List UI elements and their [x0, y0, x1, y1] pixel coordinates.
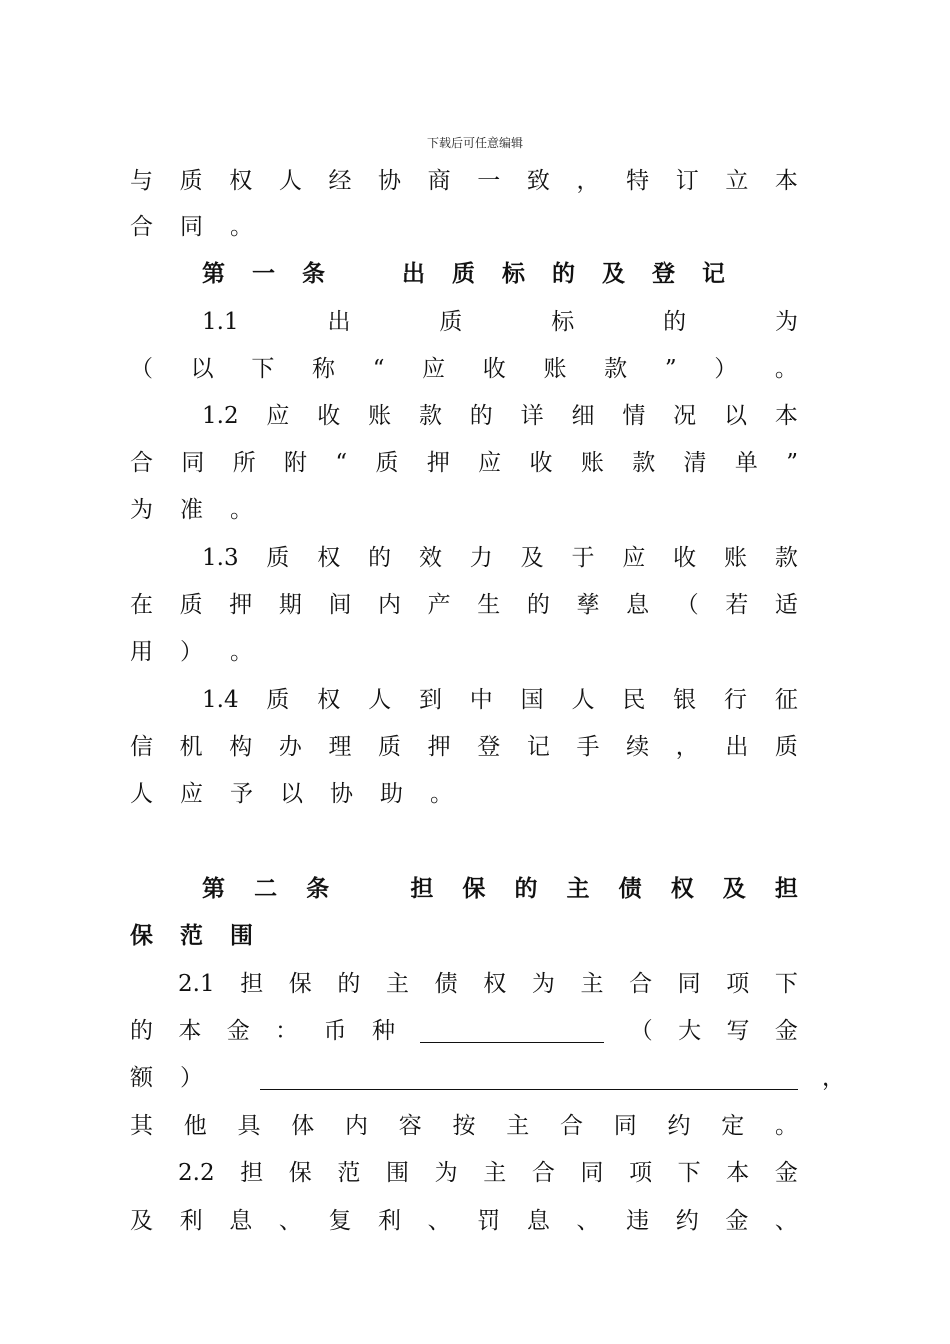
text-char: 权: [317, 545, 341, 571]
text-char: 标: [551, 309, 575, 335]
text-char: 担: [774, 875, 798, 902]
text-char: 范: [180, 922, 203, 949]
text-char: 手: [576, 734, 600, 760]
text-char: 为: [130, 497, 153, 523]
text-char: 。: [774, 356, 798, 382]
text-char: 标: [502, 260, 525, 287]
text-char: 约: [667, 1113, 691, 1139]
text-char: 围: [230, 922, 253, 949]
text-char: 在: [130, 592, 153, 618]
text-char: 主: [580, 971, 604, 997]
text-char: 附: [284, 450, 308, 476]
text-char: 应: [266, 403, 290, 429]
text-line: [202, 400, 798, 432]
text-char: （: [130, 356, 153, 382]
text-char: 一: [252, 260, 275, 287]
text-char: 记: [526, 734, 550, 760]
text-char: 合: [531, 1160, 555, 1186]
text-char: 本: [726, 1160, 750, 1186]
text-char: 保: [288, 971, 312, 997]
text-char: 出: [725, 734, 749, 760]
text-char: 权: [229, 168, 253, 194]
text-char: 收: [317, 403, 341, 429]
text-char: 行: [724, 687, 748, 713]
text-char: 详: [520, 403, 544, 429]
text-char: 2.1: [178, 971, 215, 997]
text-char: 及: [722, 875, 746, 902]
text-line: [130, 589, 798, 621]
text-char: 于: [571, 545, 595, 571]
text-line: [130, 165, 798, 197]
text-char: 息: [626, 592, 650, 618]
text-char: 以: [190, 356, 214, 382]
text-char: 条: [302, 260, 325, 287]
text-char: 同: [580, 1160, 604, 1186]
text-char: 他: [183, 1113, 207, 1139]
text-char: 账: [543, 356, 567, 382]
text-char: 款: [774, 545, 798, 571]
text-char: ”: [664, 356, 677, 382]
text-char: 以: [280, 781, 303, 807]
text-char: 力: [469, 545, 493, 571]
text-char: 项: [629, 1160, 653, 1186]
amount-blank-field[interactable]: [260, 1067, 798, 1090]
trailing-comma: ，: [822, 1065, 845, 1091]
text-char: 押: [427, 734, 451, 760]
text-char: 账: [580, 450, 604, 476]
text-line: [130, 1110, 798, 1142]
text-char: 主: [566, 875, 590, 902]
text-char: 应: [478, 450, 502, 476]
text-char: 人: [130, 781, 153, 807]
text-line: [202, 873, 798, 905]
text-char: 信: [130, 734, 153, 760]
text-char: ）: [714, 356, 738, 382]
text-char: 记: [702, 260, 725, 287]
text-char: ：: [275, 1018, 299, 1044]
text-line: [130, 353, 798, 385]
text-char: 特: [626, 168, 650, 194]
text-char: 本: [178, 1018, 202, 1044]
text-char: 应: [180, 781, 203, 807]
text-line: [202, 684, 798, 716]
text-line: [130, 1205, 798, 1237]
text-char: 况: [673, 403, 697, 429]
text-char: 罚: [477, 1208, 501, 1234]
text-char: [358, 873, 381, 905]
text-line: [130, 920, 798, 952]
text-char: 按: [452, 1113, 476, 1139]
text-char: 利: [179, 1208, 203, 1234]
text-char: 同: [181, 450, 205, 476]
text-char: 与: [130, 168, 153, 194]
text-char: 订: [675, 168, 699, 194]
text-char: 1.3: [202, 545, 239, 571]
text-char: 利: [378, 1208, 402, 1234]
text-char: 间: [328, 592, 352, 618]
text-char: 质: [439, 309, 463, 335]
text-char: 、: [278, 1208, 302, 1234]
text-char: 下: [677, 1160, 701, 1186]
text-char: 2.2: [178, 1160, 215, 1186]
text-char: 金: [774, 1018, 798, 1044]
text-char: 、: [774, 1208, 798, 1234]
text-char: 质: [179, 592, 203, 618]
text-char: 续: [626, 734, 650, 760]
text-char: 内: [345, 1113, 368, 1139]
text-char: 经: [328, 168, 352, 194]
text-char: 质: [266, 687, 290, 713]
text-line: [130, 447, 798, 479]
text-char: 本: [774, 168, 798, 194]
text-char: 应: [622, 545, 646, 571]
text-char: 合: [560, 1113, 583, 1139]
text-char: 期: [278, 592, 302, 618]
text-char: 为: [531, 971, 555, 997]
text-char: 收: [529, 450, 553, 476]
text-char: 质: [266, 545, 290, 571]
text-char: 担: [240, 971, 264, 997]
text-char: 的: [130, 1018, 153, 1044]
text-char: 合: [130, 450, 153, 476]
text-char: 保: [462, 875, 486, 902]
text-char: 出: [402, 260, 425, 287]
text-char: 为: [774, 309, 798, 335]
text-char: 及: [520, 545, 544, 571]
text-char: 协: [330, 781, 353, 807]
text-char: 适: [774, 592, 798, 618]
text-char: 效: [418, 545, 442, 571]
text-char: 金: [774, 1160, 798, 1186]
text-char: 二: [254, 875, 278, 902]
text-char: 到: [418, 687, 442, 713]
text-line: [130, 636, 798, 668]
text-char: 孳: [576, 592, 600, 618]
text-char: 以: [724, 403, 748, 429]
text-char: 办: [278, 734, 302, 760]
text-char: 单: [734, 450, 758, 476]
text-char: 致: [526, 168, 550, 194]
text-char: 质: [375, 450, 399, 476]
text-char: 征: [774, 687, 798, 713]
text-char: 质: [774, 734, 798, 760]
text-line: [178, 1157, 798, 1189]
text-char: 所: [232, 450, 256, 476]
text-line: [202, 258, 725, 290]
text-char: 币: [323, 1018, 347, 1044]
text-char: 合: [629, 971, 653, 997]
text-char: 出: [327, 309, 351, 335]
text-char: 违: [626, 1208, 650, 1234]
text-char: 。: [230, 639, 253, 665]
text-char: （: [675, 592, 699, 618]
text-char: 本: [774, 403, 798, 429]
text-char: 息: [526, 1208, 550, 1234]
text-char: 及: [130, 1208, 153, 1234]
text-char: ，: [675, 734, 699, 760]
text-char: 理: [328, 734, 352, 760]
text-char: 人: [278, 168, 302, 194]
text-char: 项: [726, 971, 750, 997]
text-char: 质: [179, 168, 203, 194]
text-char: 范: [337, 1160, 361, 1186]
text-char: 收: [482, 356, 506, 382]
text-char: 担: [410, 875, 434, 902]
text-char: 容: [398, 1113, 422, 1139]
text-char: 同: [180, 214, 203, 240]
text-char: （: [629, 1018, 653, 1044]
text-char: 押: [229, 592, 253, 618]
text-char: 情: [622, 403, 646, 429]
text-char: ，: [576, 168, 600, 194]
text-char: 具: [237, 1113, 261, 1139]
text-char: 的: [552, 260, 575, 287]
text-char: 若: [725, 592, 749, 618]
text-char: 金: [725, 1208, 749, 1234]
text-char: 款: [604, 356, 628, 382]
text-char: 体: [291, 1113, 315, 1139]
text-char: 人: [368, 687, 392, 713]
text-char: 的: [368, 545, 392, 571]
text-char: 的: [663, 309, 687, 335]
text-char: 中: [469, 687, 493, 713]
text-char: 的: [469, 403, 493, 429]
text-char: 生: [477, 592, 501, 618]
text-char: 复: [328, 1208, 352, 1234]
text-char: 大: [678, 1018, 702, 1044]
text-char: 准: [180, 497, 203, 523]
text-char: 。: [230, 214, 253, 240]
text-line: [130, 778, 798, 810]
text-char: 定: [721, 1113, 745, 1139]
text-char: 1.2: [202, 403, 239, 429]
text-char: 内: [378, 592, 402, 618]
text-char: 约: [675, 1208, 699, 1234]
text-char: 同: [613, 1113, 637, 1139]
text-char: ）: [180, 639, 203, 665]
text-char: ）: [180, 1065, 203, 1091]
text-char: 。: [775, 1113, 798, 1139]
text-char: 第: [202, 875, 225, 902]
text-char: 息: [229, 1208, 253, 1234]
text-char: 围: [386, 1160, 410, 1186]
text-char: 同: [677, 971, 701, 997]
text-char: 权: [483, 971, 507, 997]
text-char: 质: [378, 734, 402, 760]
page-header: 下载后可任意编辑: [426, 136, 523, 150]
currency-blank-field[interactable]: [420, 1020, 604, 1043]
text-char: 商: [427, 168, 451, 194]
text-char: 的: [337, 971, 361, 997]
text-char: 。: [430, 781, 453, 807]
text-char: 款: [632, 450, 656, 476]
text-line: [130, 211, 798, 243]
text-char: 权: [670, 875, 694, 902]
text-char: 收: [673, 545, 697, 571]
text-char: 登: [477, 734, 501, 760]
text-char: 构: [229, 734, 253, 760]
text-char: 金: [226, 1018, 250, 1044]
text-char: 担: [240, 1160, 264, 1186]
text-char: 用: [130, 639, 153, 665]
text-char: 民: [622, 687, 646, 713]
text-char: 保: [288, 1160, 312, 1186]
text-char: 债: [434, 971, 458, 997]
text-char: 协: [378, 168, 402, 194]
text-line: [130, 1015, 798, 1047]
text-char: 款: [418, 403, 442, 429]
text-char: 称: [312, 356, 336, 382]
text-char: 产: [427, 592, 451, 618]
text-char: 保: [130, 922, 153, 949]
text-char: 为: [434, 1160, 458, 1186]
text-char: 主: [386, 971, 410, 997]
text-char: 主: [483, 1160, 507, 1186]
text-char: 。: [230, 497, 253, 523]
text-char: 押: [426, 450, 450, 476]
text-char: 合: [130, 214, 153, 240]
text-line: [178, 968, 798, 1000]
text-char: [352, 258, 375, 290]
text-char: 种: [371, 1018, 395, 1044]
text-char: 人: [571, 687, 595, 713]
text-line: [130, 731, 798, 763]
text-char: ”: [786, 450, 798, 476]
text-char: 细: [571, 403, 595, 429]
text-char: 的: [526, 592, 550, 618]
text-char: 主: [506, 1113, 530, 1139]
text-char: 其: [130, 1113, 153, 1139]
text-char: 及: [602, 260, 625, 287]
text-char: 登: [652, 260, 675, 287]
text-char: 银: [673, 687, 697, 713]
text-char: 权: [317, 687, 341, 713]
text-char: 一: [477, 168, 501, 194]
text-char: 应: [422, 356, 446, 382]
text-char: 账: [724, 545, 748, 571]
text-char: 的: [514, 875, 538, 902]
text-line: [202, 542, 798, 574]
text-char: 质: [452, 260, 475, 287]
text-char: 账: [368, 403, 392, 429]
text-char: 债: [618, 875, 642, 902]
text-char: 、: [576, 1208, 600, 1234]
text-char: 第: [202, 260, 225, 287]
text-char: 清: [683, 450, 707, 476]
text-char: 条: [306, 875, 330, 902]
text-char: 下: [251, 356, 275, 382]
text-char: 予: [230, 781, 253, 807]
text-char: 助: [380, 781, 403, 807]
text-char: 1.4: [202, 687, 239, 713]
text-char: 、: [427, 1208, 451, 1234]
text-char: 1.1: [202, 309, 239, 335]
text-line: [130, 1062, 798, 1094]
text-char: 国: [520, 687, 544, 713]
text-char: 下: [774, 971, 798, 997]
text-char: “: [335, 450, 348, 476]
text-char: 机: [179, 734, 203, 760]
text-line: [202, 306, 798, 338]
text-char: 额: [130, 1065, 153, 1091]
text-char: 写: [726, 1018, 750, 1044]
text-line: [130, 494, 798, 526]
text-char: 立: [725, 168, 749, 194]
text-char: “: [372, 356, 385, 382]
